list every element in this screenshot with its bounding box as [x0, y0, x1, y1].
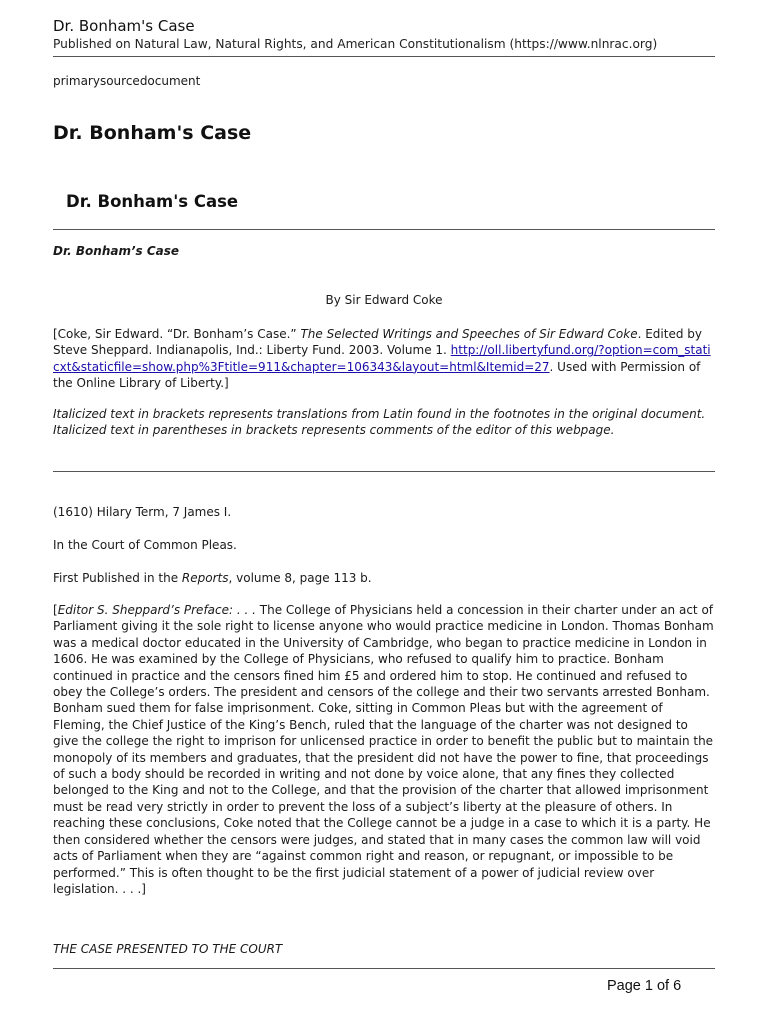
- term-line: (1610) Hilary Term, 7 James I.: [53, 505, 232, 519]
- page-number: Page 1 of 6: [607, 978, 682, 994]
- citation-link[interactable]: http://oll.libertyfund.org/?option=com_staticxt&staticfile=show.php%3Ftitle=911&chapter=106343&layout=html&Itemid=27: [53, 343, 711, 374]
- citation-suffix: . Used with Permission of the Online Library of Liberty.]: [53, 359, 701, 391]
- preface-body: The College of Physicians held a concession in their charter under an act of Parliament giving it the sole right to license anyone who would practice medicine in London. Thomas Bonham was a medical doctor educated in the University of Cambridge, who began to practice medicine in London in 1606. He was examined by the College of Physicians, who refused to qualify him to practice. Bonham continued in practice and the censors fined him £5 and ordered him to stop. He continued and refused to obey the College’s orders. The president and censors of the college and their two servants arrested Bonham. Bonham sued them for false imprisonment. Coke, sitting in Common Pleas but with the agreement of Fleming, the Chief Justice of the King’s Bench, ruled that the language of the charter was not designed to give the college the right to imprison for unlicensed practice in order to benefit the public but to maintain the monopoly of its members and graduates, that the president did not have the power to fine, that proceedings of such a body should be recorded in writing and not done by voice alone, that any fines they collected belonged to the King and not to the College, and that the provision of the charter that allowed imprisonment must be read very strictly in order to prevent the loss of a subject’s liberty at the pleasure of others. In reaching these conclusions, Coke noted that the College cannot be a judge in a case to which it is a party. He then considered whether the censors were judges, and stated that in many cases the common law will void acts of Parliament when they are “against common right and reason, or repugnant, or impossible to be performed.” This is often thought to be the first judicial statement of a power of judicial review over legislation. . . .]: [53, 603, 714, 896]
- document-heading: Dr. Bonham’s Case: [53, 244, 180, 258]
- citation-paragraph: [53, 326, 715, 392]
- published-suffix: , volume 8, page 113 b.: [228, 571, 372, 585]
- section-title: Dr. Bonham's Case: [66, 192, 239, 211]
- category-tag: primarysourcedocument: [53, 74, 201, 88]
- header-divider: [53, 56, 715, 57]
- footer-divider: [53, 968, 715, 969]
- title-divider: [53, 229, 715, 230]
- header-title: Dr. Bonham's Case: [53, 17, 195, 35]
- published-line: [53, 570, 715, 586]
- citation-middle: . Edited by Steve Sheppard. Indianapolis, Ind.: Liberty Fund. 2003. Volume 1.: [53, 327, 702, 358]
- byline: By Sir Edward Coke: [325, 293, 443, 307]
- published-reports: Reports: [181, 571, 229, 585]
- note-divider: [53, 471, 715, 472]
- citation-prefix: [Coke, Sir Edward. “Dr. Bonham’s Case.”: [53, 327, 301, 341]
- header-subtitle: Published on Natural Law, Natural Rights, and American Constitutionalism (https://www.nlnrac.org): [53, 37, 658, 51]
- page-title: Dr. Bonham's Case: [53, 122, 252, 144]
- preface-paragraph: [53, 602, 715, 897]
- editor-note: Italicized text in brackets represents translations from Latin found in the footnotes in the original document. Italicized text in parentheses in brackets represents comments of the editor of this webpage.: [53, 407, 706, 438]
- case-section-heading: THE CASE PRESENTED TO THE COURT: [53, 942, 283, 956]
- preface-label: Editor S. Sheppard’s Preface: . . .: [57, 603, 256, 617]
- preface-open: [: [53, 603, 58, 617]
- court-line: In the Court of Common Pleas.: [53, 538, 237, 552]
- citation-book-title: The Selected Writings and Speeches of Sir Edward Coke: [300, 327, 638, 341]
- published-prefix: First Published in the: [53, 571, 182, 585]
